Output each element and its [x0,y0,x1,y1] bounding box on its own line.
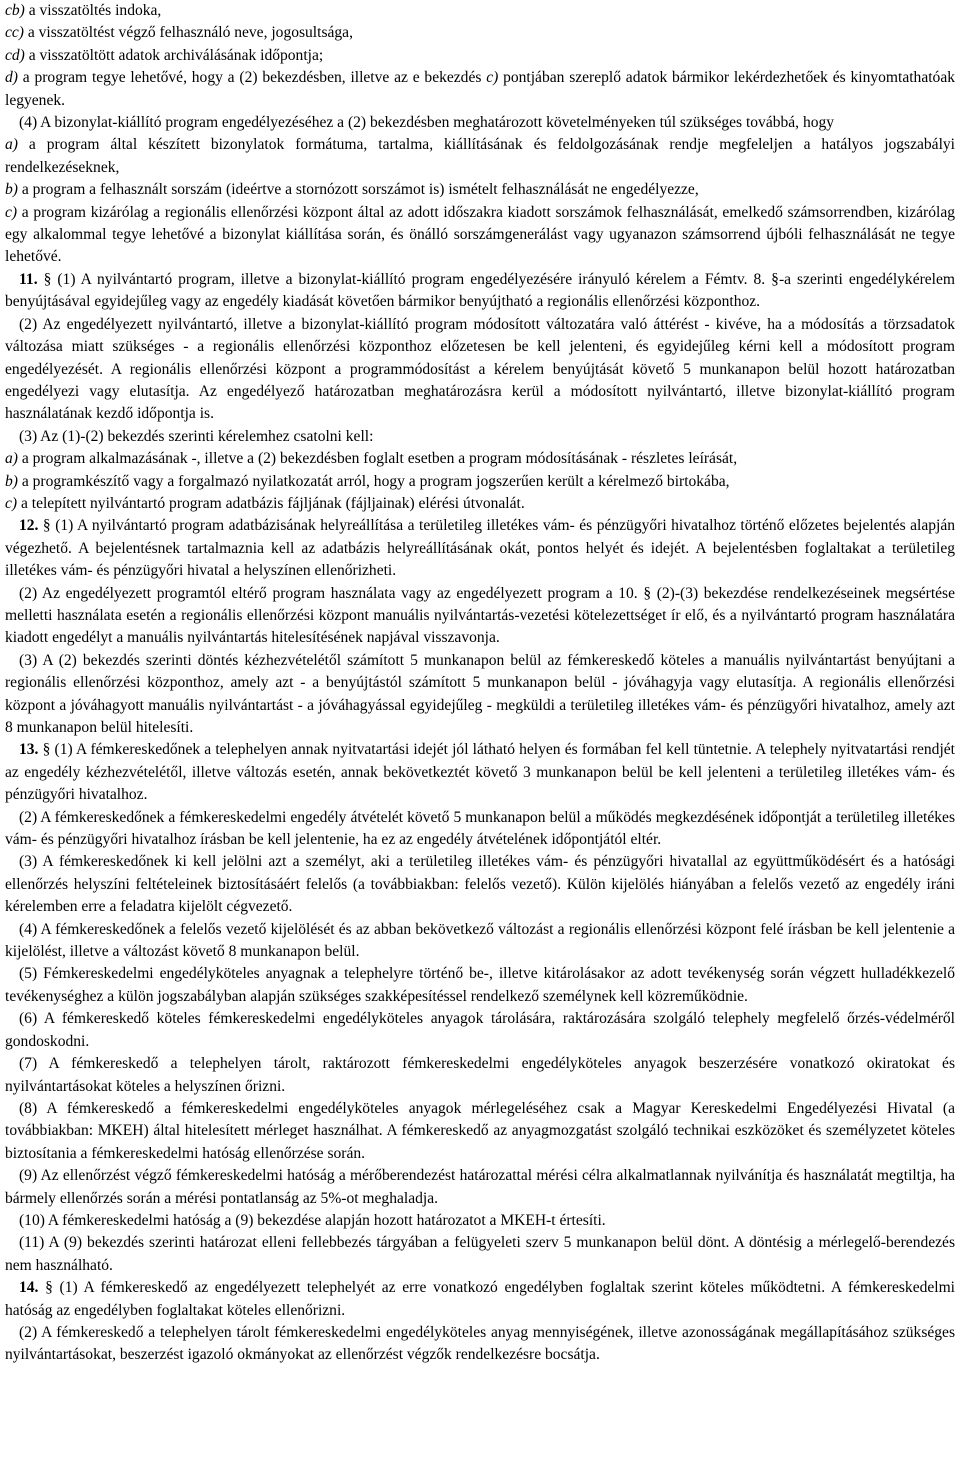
paragraph-text: § (1) A fémkereskedőnek a telephelyen annak nyitvatartási idejét jól látható helyen és formában fel kell tüntetnie. A telephely nyitvatartási rendjét az engedély kézhezvételétől, illetve változás esetén, annak bekövetkeztét követő 3 munkanapon belül be kell jelenteni a területileg illetékes vám- és pénzügyőri hivatalhoz. [5,741,955,804]
paragraph-text: § (1) A nyilvántartó program adatbázisának helyreállítása a területileg illetékes vám- és pénzügyőri hivatalhoz történő előzetes bejelentés alapján végezhető. A bejelentésnek tartalmaznia kell az adatbázis helyreállításának okát, pontos helyét és idejét. A bejelentésben foglaltakat a területileg illetékes vám- és pénzügyőri hivatal a helyszínen ellenőrizheti. [5,517,955,580]
paragraph-text: (11) A (9) bekezdés szerinti határozat elleni fellebbezés tárgyában a felügyeleti szerv 5 munkanapon belül dönt. A döntésig a mérlegelő-berendezés nem használható. [5,1234,955,1274]
paragraph-text: pontjában szereplő adatok bármikor lekérdezhetőek és kinyomtathatóak legyenek. [5,69,955,109]
point-marker: c) [5,494,18,512]
point-marker: b) [5,472,18,490]
paragraph [5,807,955,852]
paragraph [5,202,955,269]
paragraph [5,1277,955,1322]
paragraph-text: (2) A fémkereskedő a telephelyen tárolt fémkereskedelmi engedélyköteles anyag mennyiségének, illetve azonosságának megállapításához szükséges nyilvántartásokat, beszerzést igazoló okmányokat az ellenőrzést végzők rendelkezésre bocsátja. [5,1323,955,1364]
paragraph-text: a programkészítő vagy a forgalmazó nyilatkozatát arról, hogy a program jogszerűen került a kérelmező birtokába, [17,472,730,490]
paragraph-text: a program kizárólag a regionális ellenőrzési központ által az adott időszakra kiadott sorszámok felhasználását, emelkedő számsorrendben, kizárólag egy alkalommal tegye lehetővé a bizonylat kiállítása során, és önálló sorszámgenerálást vagy ugyanazon számsorrend újbóli felhasználását ne tegye lehetővé. [5,203,955,266]
paragraph [5,1053,955,1098]
point-marker: c) [486,69,499,87]
paragraph [5,1098,955,1165]
section-number: 11. [19,270,38,288]
paragraph-text: (3) Az (1)-(2) bekezdés szerinti kérelemhez csatolni kell: [19,427,374,445]
paragraph [5,1210,955,1232]
paragraph-text: (2) A fémkereskedőnek a fémkereskedelmi engedély átvételét követő 5 munkanapon belül a működés megkezdésének időpontját a területileg illetékes vám- és pénzügyőri hivatalhoz írásban be kell jelentenie, ha ez az engedély átvételének időpontjától eltér. [5,808,955,849]
paragraph-text: (2) Az engedélyezett nyilvántartó, illetve a bizonylat-kiállító program módosított változatára való áttérést - kivéve, ha a módosítás a törzsadatok változása miatt szükséges - a regionális ellenőrzési központhoz előzetesen be kell jelenteni, és egyidejűleg kérni kell a módosított program engedélyezését. A regionális ellenőrzési központ a programmódosítást a kérelem benyújtását követő 5 munkanapon belül hozott határozatban engedélyezi vagy elutasítja. Az engedélyező határozatban meghatározásra kerül a módosított nyilvántartó, illetve bizonylat-kiállító program használatának kezdő időpontja is. [5,315,955,423]
paragraph-text: (3) A (2) bekezdés szerinti döntés kézhezvételétől számított 5 munkanapon belül az fémkereskedő köteles a manuális nyilvántartást benyújtani a regionális ellenőrzési központhoz, amely azt - a benyújtástól számított 5 munkanapon belül - jóváhagyja vagy elutasítja. A regionális ellenőrzési központ a jóváhagyott manuális nyilvántartást - a jóváhagyással egyidejűleg - megküldi a területileg illetékes vám- és pénzügyőri hivatalhoz, amely azt 8 munkanapon belül hitelesíti. [5,651,955,736]
paragraph [5,67,955,112]
paragraph [5,112,955,134]
paragraph-text: (3) A fémkereskedőnek ki kell jelölni azt a személyt, aki a területileg illetékes vám- és pénzügyőri hivatallal az együttműködésért és a hatósági ellenőrzés helyszíni feltételeinek biztosításáért felelős (a továbbiakban: felelős vezető). Külön kijelölés hiányában a felelős vezető az engedély iráni kérelemben erre a feladatra kijelölt cégvezető. [5,853,955,916]
point-marker: cc) [5,24,24,42]
paragraph [5,1322,955,1367]
paragraph [5,1165,955,1210]
paragraph [5,134,955,179]
paragraph-text: a program a felhasznált sorszám (ideértve a stornózott sorszámot is) ismételt felhasználását ne engedélyezze, [17,181,699,199]
paragraph [5,515,955,582]
paragraph [5,179,955,201]
paragraph [5,22,955,44]
paragraph-text: a visszatöltést végző felhasználó neve, jogosultsága, [23,24,353,42]
paragraph [5,448,955,470]
point-marker: c) [5,203,18,221]
paragraph-text: (6) A fémkereskedő köteles fémkereskedelmi engedélyköteles anyagok tárolására, raktározására szolgáló telephely megfelelő őrzés-védelméről gondoskodni. [5,1010,955,1050]
paragraph-text: (4) A bizonylat-kiállító program engedélyezéséhez a (2) bekezdésben meghatározott követelményeken túl szükséges továbbá, hogy [19,114,835,132]
section-number: 12. [19,517,39,535]
paragraph-text: a telepített nyilvántartó program adatbázis fájljának (fájljainak) elérési útvonalát. [17,494,525,512]
paragraph [5,919,955,964]
paragraph-text: (8) A fémkereskedő a fémkereskedelmi engedélyköteles anyagok mérlegeléséhez csak a Magyar Kereskedelmi Engedélyezési Hivatal (a továbbiakban: MKEH) által hitelesített mérleget használhat. A fémkereskedő az anyagmozgatást szolgáló technikai eszközöket és személyzetet köteles biztosítania a fémkereskedelmi hatóság ellenőrzése során. [5,1099,955,1162]
paragraph [5,269,955,314]
paragraph-text: a program által készített bizonylatok formátuma, tartalma, kiállításának és feldolgozásának rendje megfeleljen a hatályos jogszabályi rendelkezéseknek, [5,136,955,176]
paragraph-text: (10) A fémkereskedelmi hatóság a (9) bekezdése alapján hozott határozatot a MKEH-t értesíti. [19,1211,606,1229]
paragraph-text: a program tegye lehetővé, hogy a (2) bekezdésben, illetve az e bekezdés [17,69,487,87]
paragraph-text: (4) A fémkereskedőnek a felelős vezető kijelölését és az abban bekövetkező változást a regionális ellenőrzési központ felé írásban be kell jelentenie a kijelölést, illetve a változást követő 8 munkanapon belül. [5,920,955,961]
section-number: 13. [19,741,39,759]
paragraph [5,314,955,426]
paragraph [5,583,955,650]
paragraph [5,45,955,67]
paragraph [5,1008,955,1053]
paragraph [5,739,955,806]
point-marker: a) [5,136,18,154]
paragraph [5,493,955,515]
paragraph-text: § (1) A nyilvántartó program, illetve a bizonylat-kiállító program engedélyezésére irányuló kérelem a Fémtv. 8. §-a szerinti engedélykérelem benyújtásával egyidejűleg vagy az engedély kiadását követően bármikor benyújtható a regionális ellenőrzési központhoz. [5,270,955,311]
point-marker: d) [5,69,18,87]
paragraph [5,1232,955,1277]
paragraph [5,650,955,740]
paragraph-text: (9) Az ellenőrzést végző fémkereskedelmi hatóság a mérőberendezést határozattal mérési célra alkalmatlannak nyilvánítja és használatát megtiltja, ha bármely ellenőrzés során a mérési pontatlanság az 5%-ot meghaladja. [5,1167,955,1207]
paragraph-text: (5) Fémkereskedelmi engedélyköteles anyagnak a telephelyre történő be-, illetve kitárolásakor az adott tevékenység során végzett hulladékkezelő tevékenységhez a külön jogszabályban alapján szükséges szakképesítéssel rendelkező személynek kell közreműködnie. [5,965,955,1005]
paragraph-text: (7) A fémkereskedő a telephelyen tárolt, raktározott fémkereskedelmi engedélyköteles anyagok beszerzésére vonatkozó okiratokat és nyilvántartásokat köteles a helyszínen őrizni. [5,1055,955,1095]
paragraph-text: § (1) A fémkereskedő az engedélyezett telephelyét az erre vonatkozó engedélyben foglaltak szerint köteles működtetni. A fémkereskedelmi hatóság az engedélyben foglaltakat köteles ellenőrizni. [5,1279,955,1319]
paragraph [5,426,955,448]
paragraph [5,0,955,22]
point-marker: cb) [5,2,25,19]
section-number: 14. [19,1279,39,1297]
paragraph [5,471,955,493]
point-marker: cd) [5,46,25,64]
paragraph-text: a program alkalmazásának -, illetve a (2) bekezdésben foglalt esetben a program módosításának - részletes leírását, [17,450,738,468]
paragraph-text: (2) Az engedélyezett programtól eltérő program használata vagy az engedélyezett program a 10. § (2)-(3) bekezdése rendelkezéseinek megsértése melletti használata esetén a regionális ellenőrzési központ manuális nyilvántartás-vezetési kötelezettséget ír elő, és a nyilvántartó program használatára kiadott engedélyt a manuális nyilvántartás hitelesítésének napjával visszavonja. [5,584,955,647]
paragraph [5,851,955,918]
paragraph-text: a visszatöltés indoka, [24,2,162,19]
paragraph-text: a visszatöltött adatok archiválásának időpontja; [24,46,324,64]
point-marker: a) [5,450,18,468]
paragraph [5,963,955,1008]
point-marker: b) [5,181,18,199]
